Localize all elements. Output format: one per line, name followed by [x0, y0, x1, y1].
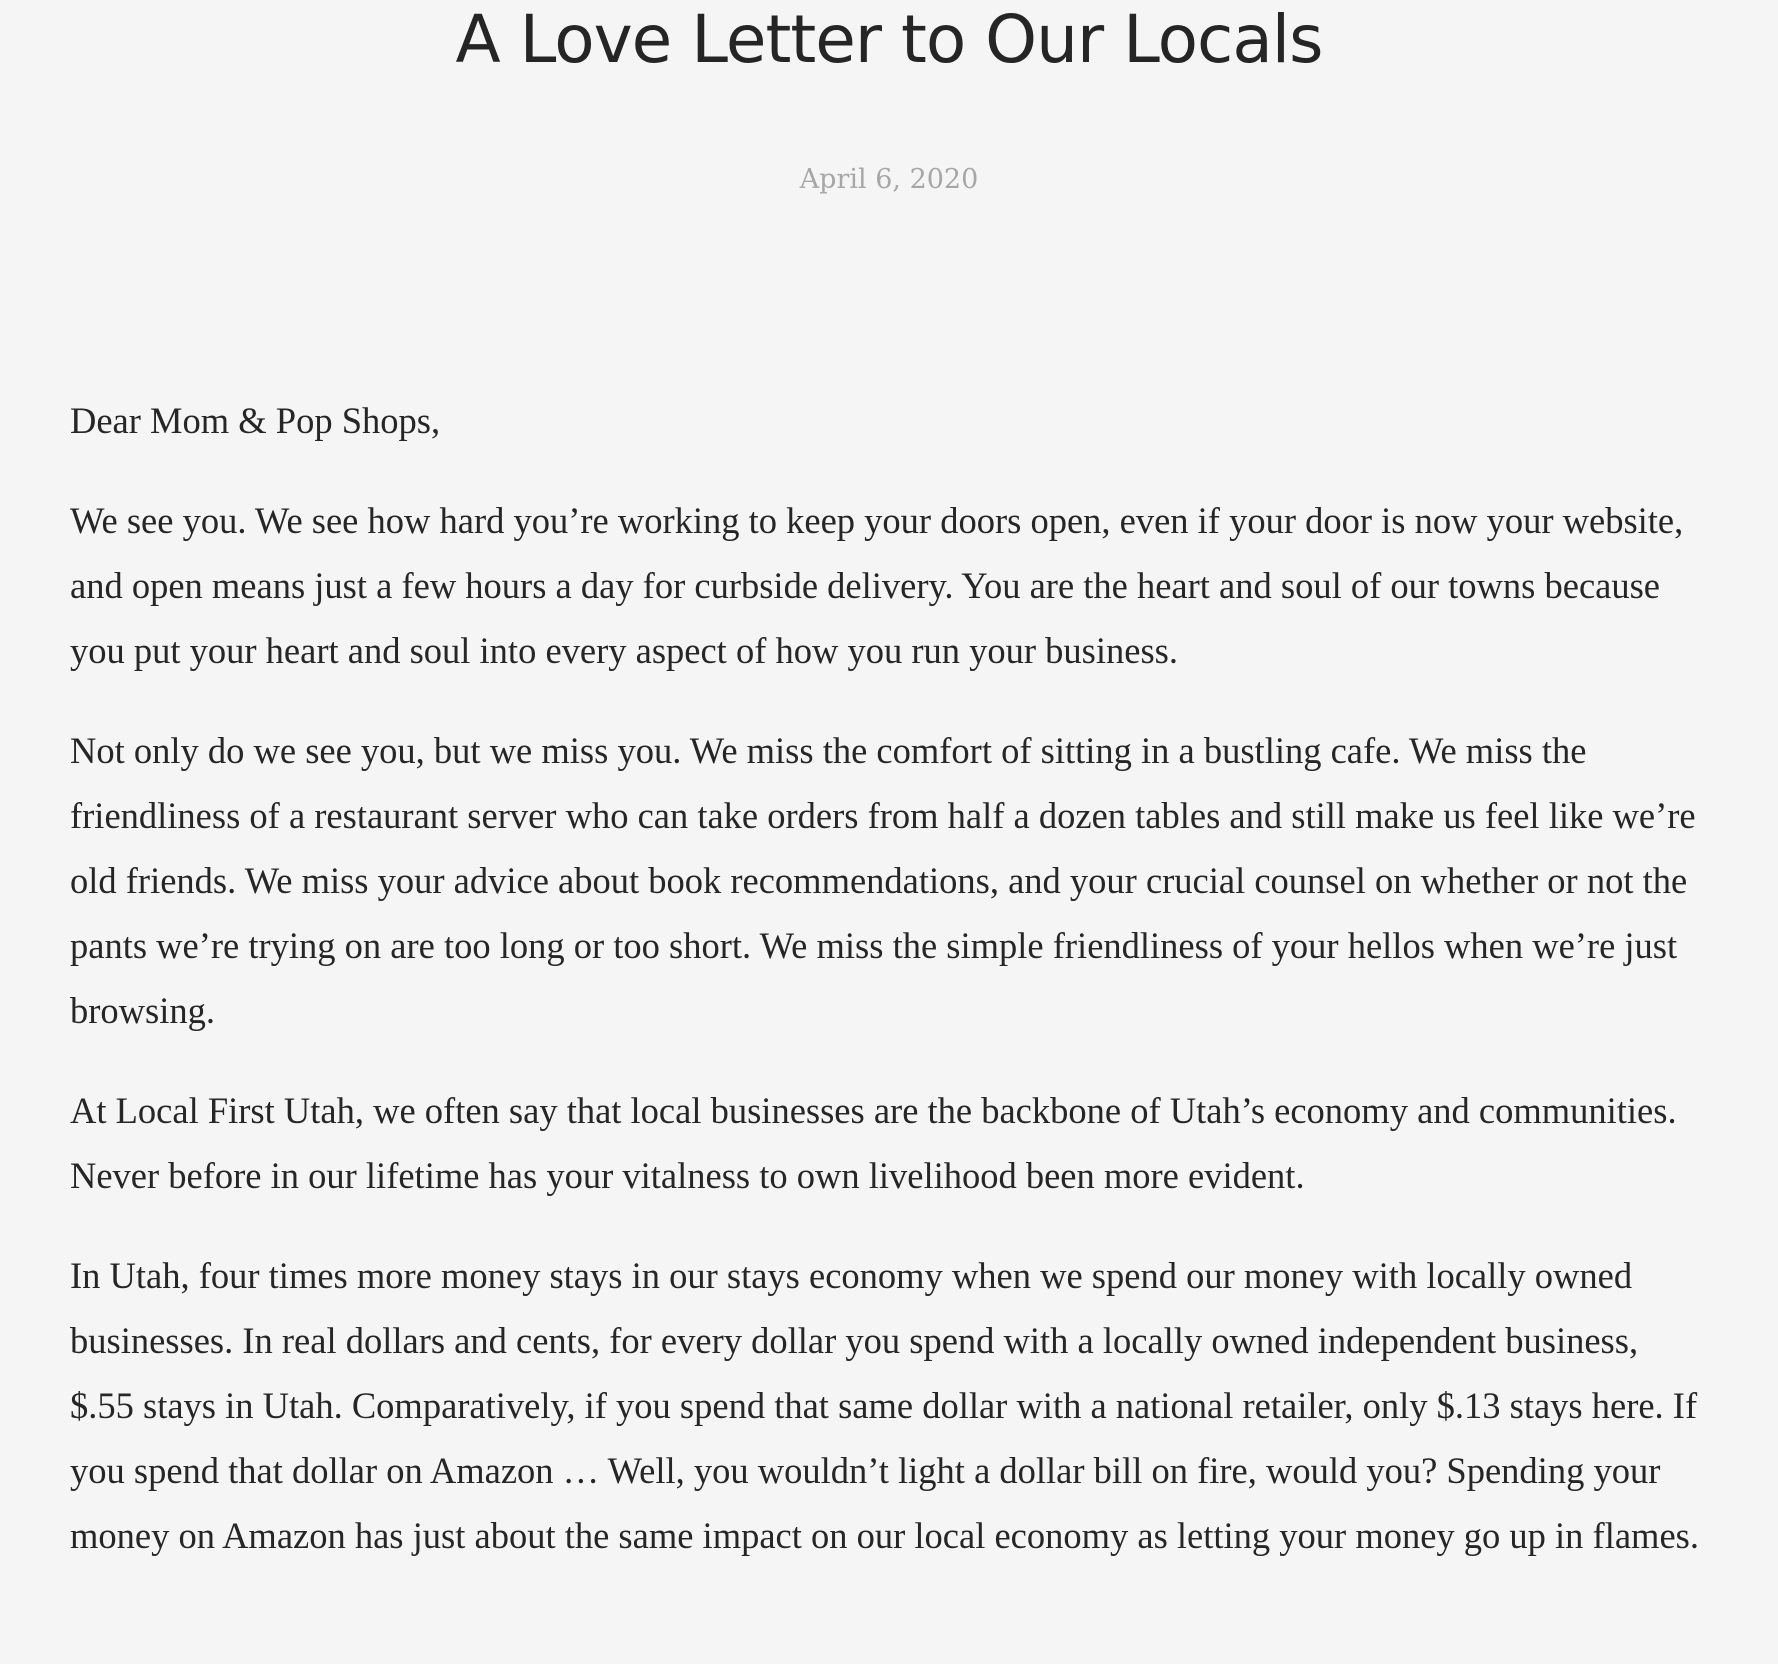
article-paragraph: We see you. We see how hard you’re working to keep your doors open, even if your door is now your website, and open means just a few hours a day for curbside delivery. You are the heart and soul of our towns because you put your heart and soul into every aspect of how you run your business.	[70, 500, 1684, 671]
article-body	[70, 388, 1710, 1603]
article-paragraph: Not only do we see you, but we miss you. We miss the comfort of sitting in a bustling cafe. We miss the friendliness of a restaurant server who can take orders from half a dozen tables and still make us feel like we’re old friends. We miss your advice about book recommendations, and your crucial counsel on whether or not the pants we’re trying on are too long or too short. We miss the simple friendliness of your hellos when we’re just browsing.	[70, 730, 1696, 1031]
article-paragraph: At Local First Utah, we often say that local businesses are the backbone of Utah’s economy and communities. Never before in our lifetime has your vitalness to own livelihood been more evident.	[70, 1090, 1677, 1196]
article-date: April 6, 2020	[799, 164, 979, 195]
article-paragraph: In Utah, four times more money stays in our stays economy when we spend our money with locally owned businesses. In real dollars and cents, for every dollar you spend with a locally owned independent business, $.55 stays in Utah. Comparatively, if you spend that same dollar with a national retailer, only $.13 stays here. If you spend that dollar on Amazon … Well, you wouldn’t light a dollar bill on fire, would you? Spending your money on Amazon has just about the same impact on our local economy as letting your money go up in flames.	[70, 1255, 1699, 1556]
article-salutation: Dear Mom & Pop Shops,	[70, 400, 441, 441]
article-title: A Love Letter to Our Locals	[455, 1, 1323, 78]
